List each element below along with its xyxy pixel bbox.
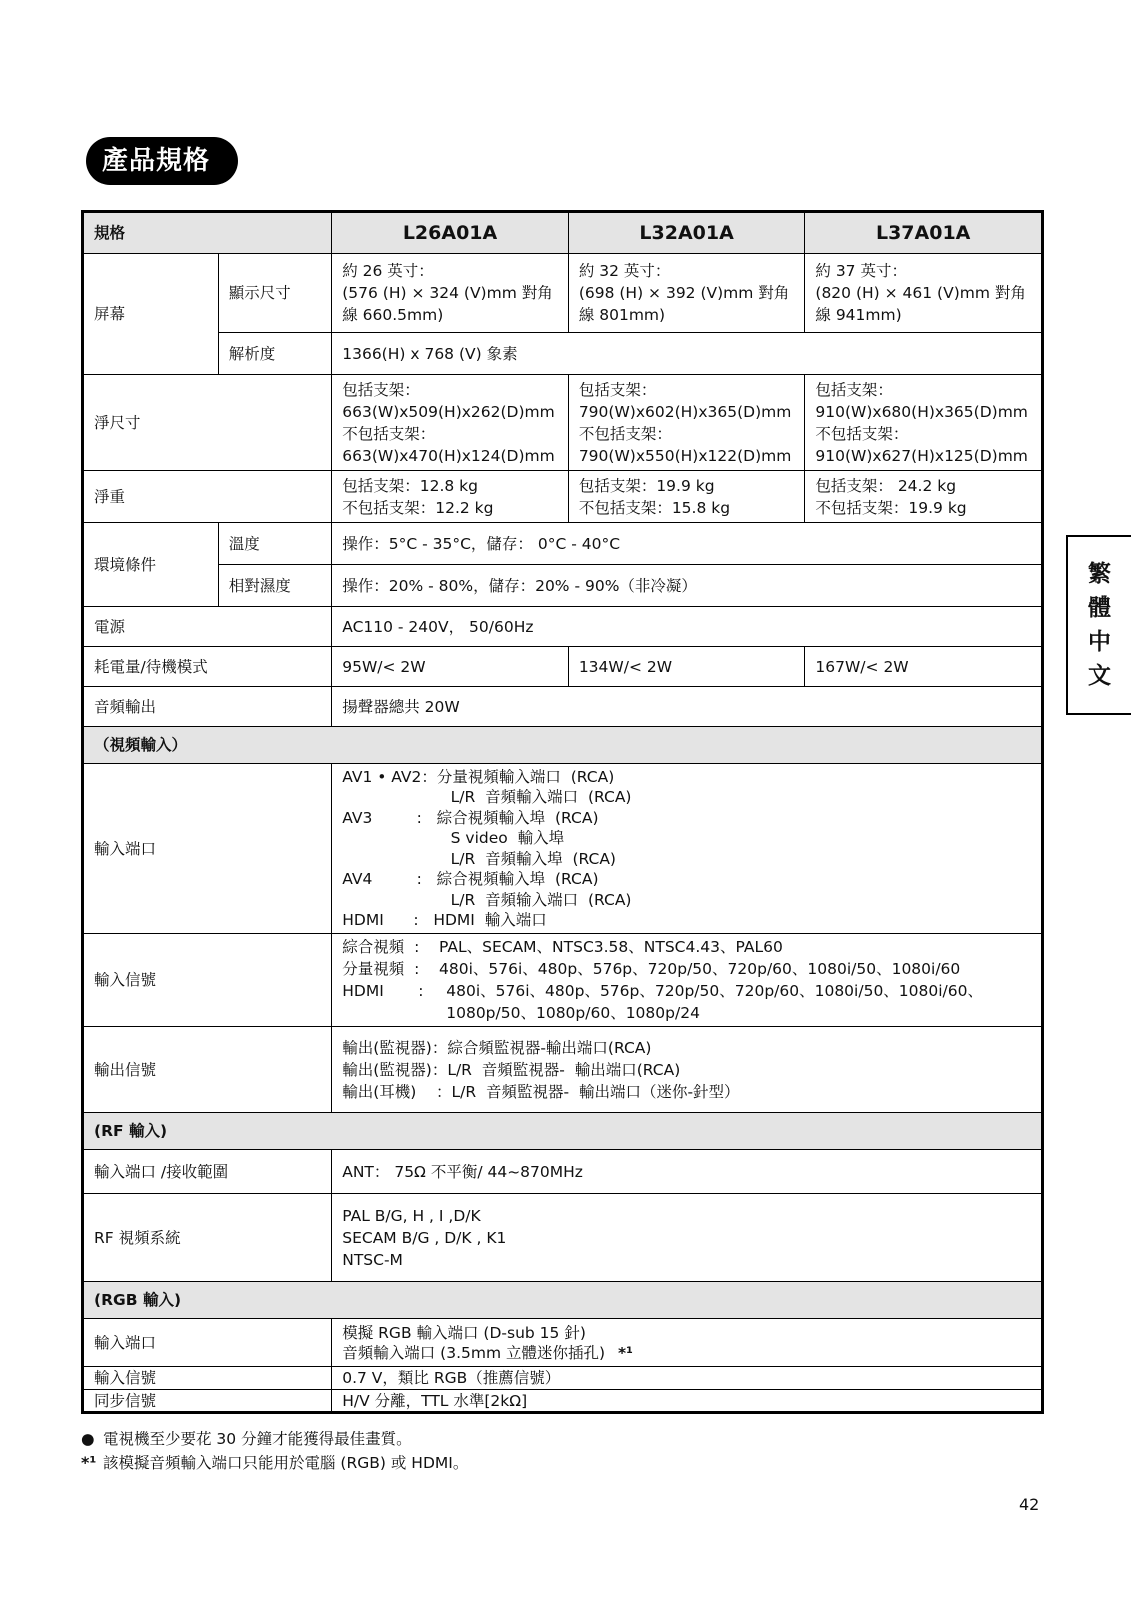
temperature-label: 溫度 xyxy=(218,523,331,565)
net-weight-l37: 包括支架： 24.2 kg 不包括支架：19.9 kg xyxy=(805,471,1043,523)
video-ports-label: 輸入端口 xyxy=(83,764,332,934)
composite-signal: 綜合視頻 : PAL、SECAM、NTSC3.58、NTSC4.43、PAL60 xyxy=(342,938,783,956)
table-row xyxy=(83,333,1043,375)
language-tab xyxy=(1066,535,1131,715)
resolution-value: 1366(H) x 768 (V) 象素 xyxy=(332,333,1043,375)
sync-signal-label: 同步信號 xyxy=(83,1390,332,1413)
hdmi-signal-label: HDMI : xyxy=(342,982,424,1000)
temperature-value: 操作：5°C - 35°C，儲存： 0°C - 40°C xyxy=(332,523,1043,565)
net-size-l37: 包括支架： 910(W)x680(H)x365(D)mm 不包括支架： 910(W)x627(H)x125(D)mm xyxy=(805,375,1043,471)
note-item xyxy=(81,1451,468,1475)
humidity-value: 操作：20% - 80%，儲存：20% - 90%（非冷凝） xyxy=(332,565,1043,607)
hdmi-signal-row xyxy=(342,980,1031,1024)
net-weight-l32: 包括支架：19.9 kg 不包括支架：15.8 kg xyxy=(568,471,805,523)
video-ports-value: AV1 • AV2：分量視頻輸入端口 (RCA) L/R 音頻輸入端口 (RCA) AV3 : 綜合視頻輸入埠 (RCA) S video 輸入埠 L/R 音頻輸入埠 (RCA) AV4 : 綜合視頻輸入埠 (RCA) L/R 音頻输入端口 (RCA) HDMI : HDMI 輸入端口 xyxy=(332,764,1043,934)
section-row xyxy=(83,727,1043,764)
note-text: 電視機至少要花 30 分鐘才能獲得最佳畫質。 xyxy=(103,1430,412,1448)
spec-table xyxy=(81,210,1044,1414)
hdmi-signal-value: 480i、576i、480p、576p、720p/50、720p/60、1080i/50、1080i/60、1080p/50、1080p/60、1080p/24 xyxy=(446,982,983,1022)
rf-system-value: PAL B/G, H , I ,D/K SECAM B/G , D/K , K1 NTSC-M xyxy=(332,1194,1043,1282)
humidity-label: 相對濕度 xyxy=(218,565,331,607)
video-signals-label: 輸入信號 xyxy=(83,934,332,1027)
table-row xyxy=(83,471,1043,523)
language-char: 中 xyxy=(1088,629,1111,655)
net-size-l26: 包括支架： 663(W)x509(H)x262(D)mm 不包括支架： 663(W)x470(H)x124(D)mm xyxy=(332,375,569,471)
section-row xyxy=(83,1282,1043,1319)
rgb-signal-label: 輸入信號 xyxy=(83,1367,332,1390)
rf-system-label: RF 視頻系統 xyxy=(83,1194,332,1282)
table-row xyxy=(83,647,1043,687)
table-row xyxy=(83,1367,1043,1390)
table-row xyxy=(83,1194,1043,1282)
display-size-l37: 約 37 英寸： (820 (H) × 461 (V)mm 對角線 941mm) xyxy=(805,254,1043,333)
consumption-l32: 134W/< 2W xyxy=(568,647,805,687)
language-char: 體 xyxy=(1088,595,1111,621)
consumption-l37: 167W/< 2W xyxy=(805,647,1043,687)
table-row xyxy=(83,934,1043,1027)
table-row xyxy=(83,607,1043,647)
table-row xyxy=(83,1150,1043,1194)
environment-label: 環境條件 xyxy=(83,523,219,607)
display-size-l26: 約 26 英寸： (576 (H) × 324 (V)mm 對角線 660.5mm) xyxy=(332,254,569,333)
language-char: 繁 xyxy=(1088,561,1111,587)
video-signals-cell xyxy=(332,934,1043,1027)
rgb-port-cell xyxy=(332,1319,1043,1367)
table-row xyxy=(83,375,1043,471)
audio-port-line: 音頻輸入端口 (3.5mm 立體迷你插孔) xyxy=(342,1343,606,1362)
table-row xyxy=(83,764,1043,934)
footnote-mark: *¹ xyxy=(617,1343,633,1362)
net-weight-label: 淨重 xyxy=(83,471,332,523)
net-size-l32: 包括支架： 790(W)x602(H)x365(D)mm 不包括支架： 790(W)x550(H)x122(D)mm xyxy=(568,375,805,471)
power-label: 電源 xyxy=(83,607,332,647)
page-title: 產品規格 xyxy=(86,137,238,185)
display-size-label: 顯示尺寸 xyxy=(218,254,331,333)
footnote-mark: *¹ xyxy=(81,1453,97,1472)
audio-port-row xyxy=(342,1343,1031,1363)
rgb-input-section: (RGB 輸入) xyxy=(83,1282,1043,1319)
component-signal: 分量視頻 : 480i、576i、480p、576p、720p/50、720p/60、1080i/50、1080i/60 xyxy=(342,960,961,978)
output-signals-value: 輸出(監視器)：綜合頻監視器-輸出端口(RCA) 輸出(監視器)：L/R 音頻監視器- 輸出端口(RCA) 輸出(耳機) ：L/R 音頻監視器- 輸出端口（迷你-針型） xyxy=(332,1027,1043,1113)
table-header-row xyxy=(83,212,1043,254)
table-row xyxy=(83,254,1043,333)
note-text: 該模擬音頻輸入端口只能用於電腦 (RGB) 或 HDMI。 xyxy=(103,1454,469,1472)
output-signals-label: 輸出信號 xyxy=(83,1027,332,1113)
rf-input-section: (RF 輸入) xyxy=(83,1113,1043,1150)
net-size-label: 淨尺寸 xyxy=(83,375,332,471)
table-row xyxy=(83,1027,1043,1113)
page-number: 42 xyxy=(1019,1495,1040,1514)
audio-output-label: 音頻輸出 xyxy=(83,687,332,727)
model-l32: L32A01A xyxy=(568,212,805,254)
table-row xyxy=(83,523,1043,565)
bullet-icon: ● xyxy=(81,1430,95,1448)
consumption-label: 耗電量/待機模式 xyxy=(83,647,332,687)
table-row xyxy=(83,1390,1043,1413)
model-l26: L26A01A xyxy=(332,212,569,254)
resolution-label: 解析度 xyxy=(218,333,331,375)
consumption-l26: 95W/< 2W xyxy=(332,647,569,687)
section-row xyxy=(83,1113,1043,1150)
rf-port-value: ANT： 75Ω 不平衡/ 44~870MHz xyxy=(332,1150,1043,1194)
screen-label: 屏幕 xyxy=(83,254,219,375)
rgb-port-line: 模擬 RGB 輸入端口 (D-sub 15 針) xyxy=(342,1323,586,1342)
rf-port-label: 輸入端口 /接收範圍 xyxy=(83,1150,332,1194)
footnotes xyxy=(81,1427,468,1475)
table-row xyxy=(83,687,1043,727)
net-weight-l26: 包括支架：12.8 kg 不包括支架：12.2 kg xyxy=(332,471,569,523)
spec-header-label: 規格 xyxy=(83,212,332,254)
power-value: AC110 - 240V， 50/60Hz xyxy=(332,607,1043,647)
display-size-l32: 約 32 英寸： (698 (H) × 392 (V)mm 對角線 801mm) xyxy=(568,254,805,333)
table-row xyxy=(83,565,1043,607)
language-char: 文 xyxy=(1088,663,1111,689)
video-input-section: （視頻輸入） xyxy=(83,727,1043,764)
rgb-signal-value: 0.7 V，類比 RGB（推薦信號） xyxy=(332,1367,1043,1390)
note-item xyxy=(81,1427,468,1451)
model-l37: L37A01A xyxy=(805,212,1043,254)
sync-signal-value: H/V 分離，TTL 水準[2kΩ] xyxy=(332,1390,1043,1413)
rgb-port-label: 輸入端口 xyxy=(83,1319,332,1367)
table-row xyxy=(83,1319,1043,1367)
audio-output-value: 揚聲器總共 20W xyxy=(332,687,1043,727)
